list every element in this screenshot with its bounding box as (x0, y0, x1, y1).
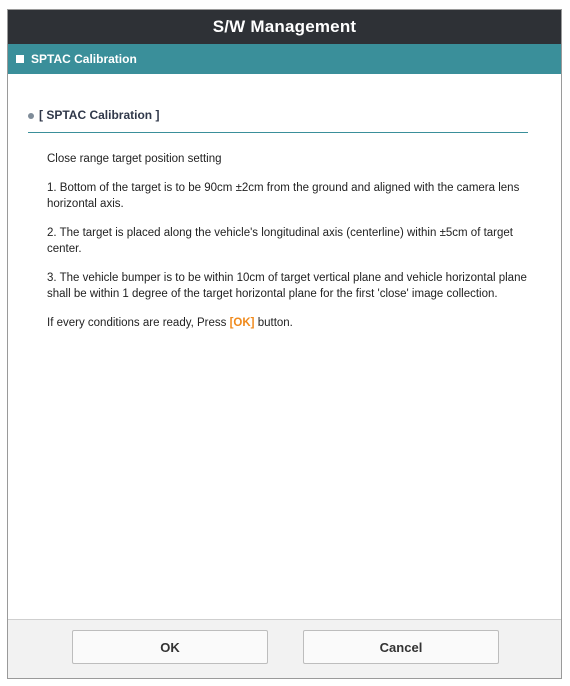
content-area (8, 74, 561, 620)
cancel-button[interactable]: Cancel (303, 630, 499, 664)
content-heading: [ SPTAC Calibration ] (39, 108, 160, 122)
step-3-text: 3. The vehicle bumper is to be within 10cm of target vertical plane and vehicle horizontal plane shall be within 1 degree of the target horizontal plane for the first 'close' image collection. (47, 272, 527, 300)
ok-highlight: [OK] (229, 317, 255, 329)
dialog-footer (8, 619, 561, 678)
step-1-text: 1. Bottom of the target is to be 90cm ±2cm from the ground and aligned with the camera lens horizontal axis. (47, 182, 520, 210)
sw-management-dialog (7, 9, 562, 679)
prompt-text-before: If every conditions are ready, Press (47, 317, 230, 329)
instructions (47, 151, 537, 344)
ok-button[interactable]: OK (72, 630, 268, 664)
section-title: SPTAC Calibration (31, 52, 137, 66)
dialog-title: S/W Management (8, 10, 561, 44)
content-heading-row (28, 108, 528, 133)
section-header (8, 44, 561, 74)
step-2-text: 2. The target is placed along the vehicle's longitudinal axis (centerline) within ±5cm of target center. (47, 227, 513, 255)
intro-text: Close range target position setting (47, 153, 222, 165)
circle-bullet-icon (28, 113, 34, 119)
prompt-text-after: button. (254, 317, 293, 329)
ready-prompt (47, 315, 537, 331)
square-bullet-icon (16, 55, 24, 63)
